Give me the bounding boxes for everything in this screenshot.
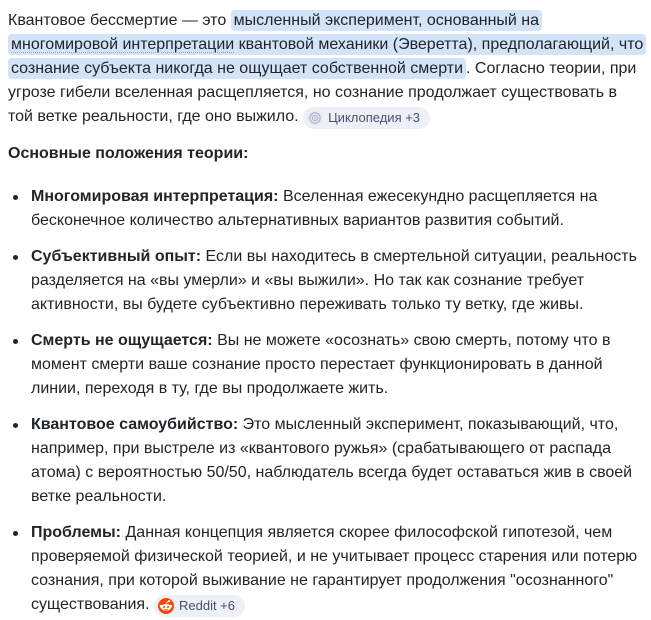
citation-badge-cyclopedia[interactable] bbox=[303, 107, 430, 129]
cyclopedia-favicon-icon bbox=[307, 110, 323, 126]
list-item-many-worlds bbox=[8, 185, 644, 233]
intro-rest: . Согласно теории, при угрозе гибели вселенная расщепляется, но сознание продолжает существовать в той ветке реальности, где оно выжило. bbox=[8, 60, 637, 125]
many-worlds-link[interactable]: многомировой интерпретации bbox=[11, 36, 235, 53]
list-text: Вы не можете «осознать» свою смерть, потому что в момент смерти ваше сознание просто перестает функционировать в данной линии, переходя в ту, где вы продолжаете жить. bbox=[31, 332, 611, 397]
citation-label: Циклопедия +3 bbox=[328, 110, 421, 125]
list-item-quantum-suicide bbox=[8, 413, 644, 509]
list-item-subjective-experience bbox=[8, 245, 644, 317]
list-text: Это мысленный эксперимент, показывающий, что, например, при выстреле из «квантового ружья» (срабатывающего от распада атома) с вероятностью 50/50, наблюдатель всегда будет оставаться жив в своей ветке реальности. bbox=[31, 416, 633, 505]
list-item-problems bbox=[8, 521, 644, 617]
section-heading: Основные положения теории: bbox=[8, 145, 249, 162]
list-term: Многомировая интерпретация: bbox=[31, 188, 279, 205]
list-text: Если вы находитесь в смертельной ситуации, реальность разделяется на «вы умерли» и «вы выжили». Но так как сознание требует активности, вы будете субъективно переживать только ту ветку, где живы. bbox=[31, 248, 637, 313]
list-text: Вселенная ежесекундно расщепляется на бесконечное количество альтернативных вариантов развития событий. bbox=[31, 188, 598, 229]
list-item-death-not-felt bbox=[8, 329, 644, 401]
list-term: Субъективный опыт: bbox=[31, 248, 202, 265]
list-term: Проблемы: bbox=[31, 524, 121, 541]
citation-label: Reddit +6 bbox=[178, 598, 235, 613]
intro-prefix: Квантовое бессмертие — это bbox=[8, 12, 231, 29]
list-term: Смерть не ощущается: bbox=[31, 332, 213, 349]
list-text: Данная концепция является скорее философской гипотезой, чем проверяемой физической теорией, и не учитывает процесс старения или потерю сознания, при которой выживание не гарантирует продолжения "осознанного" существования. bbox=[31, 524, 638, 613]
intro-paragraph bbox=[8, 9, 644, 129]
highlight-start: мысленный эксперимент, основанный на bbox=[233, 12, 540, 29]
list-term: Квантовое самоубийство: bbox=[31, 416, 239, 433]
theory-list bbox=[8, 185, 644, 617]
citation-badge-reddit[interactable] bbox=[154, 595, 245, 617]
highlight-end: квантовой механики (Эверетта), предполагающий, что сознание субъекта никогда не ощущает собственной смерти bbox=[11, 36, 644, 77]
reddit-favicon-icon bbox=[158, 598, 174, 614]
